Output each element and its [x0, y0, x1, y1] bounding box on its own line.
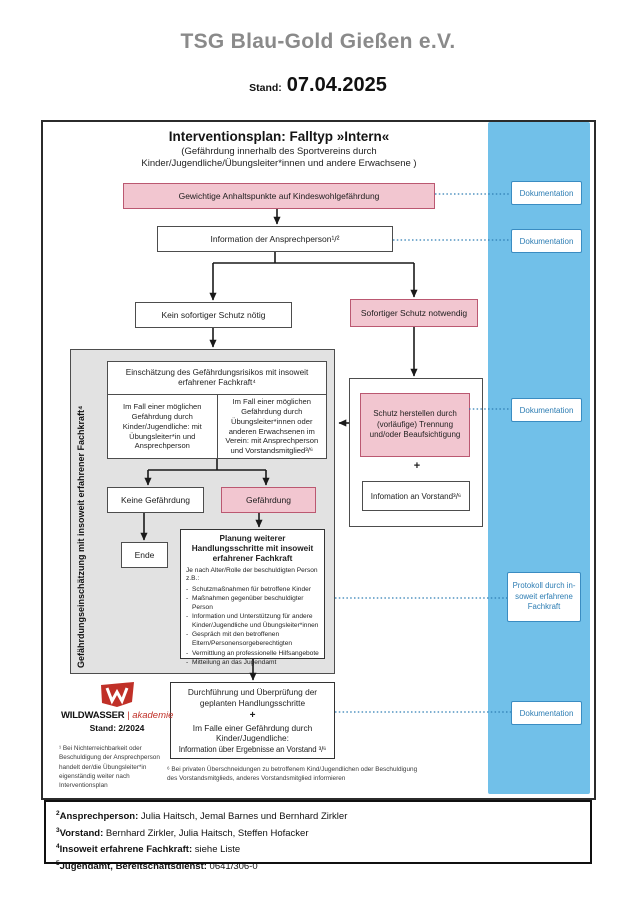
planung-item: - Mitteilung an das Jugendamt	[186, 659, 319, 668]
planung-item: - Gespräch mit den betroffenen Eltern/Personensorgeberechtigten	[186, 631, 319, 648]
footnote-1: ¹ Bei Nichterreichbarkeit oder Beschuldigung der Ansprechperson handelt der/die Übungsleiter*in eigenständig weiter nach Interventionsplan	[59, 745, 160, 790]
node-kein-sofortiger-schutz: Kein sofortiger Schutz nötig	[135, 302, 292, 328]
diagram-title: Interventionsplan: Falltyp »Intern«	[168, 129, 390, 144]
node-sofortiger-schutz: Sofortiger Schutz notwendig	[350, 299, 478, 327]
footer-line: $^4$Insoweit erfahrene Fachkraft: siehe Liste	[56, 843, 241, 856]
node-keine-gefaehrdung: Keine Gefährdung	[107, 487, 204, 513]
node-schutz-container	[349, 378, 483, 527]
logo-stand: Stand: 2/2024	[89, 723, 145, 733]
node-information-vorstand: Infomation an Vorstand³/⁶	[362, 481, 470, 511]
stand-label: Stand:	[249, 82, 282, 94]
wildwasser-akademie: | akademie	[127, 710, 174, 721]
plus-sign: +	[413, 460, 421, 472]
durchfuehrung-falle: Im Falle einer Gefährdung durch Kinder/Jugendliche:	[192, 722, 313, 744]
node-durchfuehrung	[170, 682, 335, 759]
diagram-subtitle-2: Kinder/Jugendliche/Übungsleiter*innen und andere Erwachsene )	[141, 158, 417, 170]
node-schutz-herstellen: Schutz herstellen durch (vorläufige) Trennung und/oder Beaufsichtigung	[360, 393, 470, 457]
node-ende: Ende	[121, 542, 168, 568]
footer-line: $^2$Ansprechperson: Julia Haitsch, Jemal Barnes und Bernhard Zirkler	[56, 810, 348, 823]
planung-item: - Information und Unterstützung für andere Kinder/Jugendliche und Übungsleiter*innen	[186, 613, 319, 630]
protokoll-box: Protokoll durch in-soweit erfahrene Fachkraft	[507, 572, 581, 622]
planung-title: Planung weiterer Handlungsschritte mit insoweit erfahrener Fachkraft	[191, 534, 314, 563]
durchfuehrung-ergebnisse: Information über Ergebnisse an Vorstand ³/⁶	[178, 745, 327, 755]
wildwasser-brand-line	[61, 710, 173, 721]
dokumentation-box-3: Dokumentation	[511, 398, 582, 422]
planung-item: - Schutzmaßnahmen für betroffene Kinder	[186, 586, 319, 595]
wildwasser-logo-icon	[97, 682, 137, 709]
side-label-vertical: Gefährdungseinschätzung mit insoweit erfahrener Fachkraft⁴	[76, 405, 86, 668]
einschaetzung-fall-kinder: Im Fall einer möglichen Gefährdung durch Kinder/Jugendliche: mit Übungsleiter*in und Ansprechperson	[122, 401, 202, 451]
documentation-sidebar	[488, 122, 590, 794]
diagram-title-block	[79, 129, 479, 171]
node-anhaltspunkte: Gewichtige Anhaltspunkte auf Kindeswohlgefährdung	[123, 183, 435, 209]
node-planung	[180, 529, 325, 667]
branch-information	[213, 252, 414, 263]
wildwasser-logo-block	[61, 682, 173, 733]
durchfuehrung-text: Durchführung und Überprüfung der geplanten Handlungsschritte	[187, 687, 318, 708]
stand-line	[0, 74, 636, 97]
wildwasser-brand: WILDWASSER	[61, 710, 125, 721]
planung-intro: Je nach Alter/Rolle der beschuldigten Person z.B.:	[186, 566, 318, 583]
planung-item: - Maßnahmen gegenüber beschuldigter Person	[186, 595, 319, 612]
flowchart-container	[41, 120, 596, 800]
footer-line: $^5$Jugendamt, Bereitschaftsdienst: 0641/306-0	[56, 859, 258, 873]
planung-item: - Vermittlung an professionelle Hilfsangebote	[186, 650, 319, 659]
einschaetzung-columns	[108, 395, 326, 458]
footnote-6: ⁶ Bei privaten Überschneidungen zu betroffenem Kind/Jugendlichen oder Beschuldigung des Vorstandsmitglieds, anderes Vorstandsmitglied informieren	[167, 766, 418, 783]
contact-footer-box	[44, 800, 592, 873]
node-information-ansprechperson: Information der Ansprechperson¹/²	[157, 226, 393, 252]
node-einschaetzung	[107, 361, 327, 459]
stand-date: 07.04.2025	[286, 74, 387, 96]
footer-line: $^3$Vorstand: Bernhard Zirkler, Julia Haitsch, Steffen Hofacker	[56, 826, 309, 839]
einschaetzung-fall-erwachsene: Im Fall einer möglichen Gefährdung durch Übungsleiter*innen oder anderen Erwachsenen im Verein: mit Ansprechperson und Vorstandsmitglied³/⁶	[217, 395, 327, 458]
dokumentation-box-4: Dokumentation	[511, 701, 582, 725]
einschaetzung-header: Einschätzung des Gefährdungsrisikos mit insoweit erfahrener Fachkraft⁴	[108, 362, 326, 395]
diagram-subtitle-1: (Gefährdung innerhalb des Sportvereins durch	[181, 146, 377, 157]
node-gefaehrdung: Gefährdung	[221, 487, 316, 513]
dokumentation-box-1: Dokumentation	[511, 181, 582, 205]
planung-items	[186, 586, 319, 668]
durchfuehrung-plus: +	[249, 709, 256, 721]
dokumentation-box-2: Dokumentation	[511, 229, 582, 253]
org-title: TSG Blau-Gold Gießen e.V.	[180, 30, 456, 53]
